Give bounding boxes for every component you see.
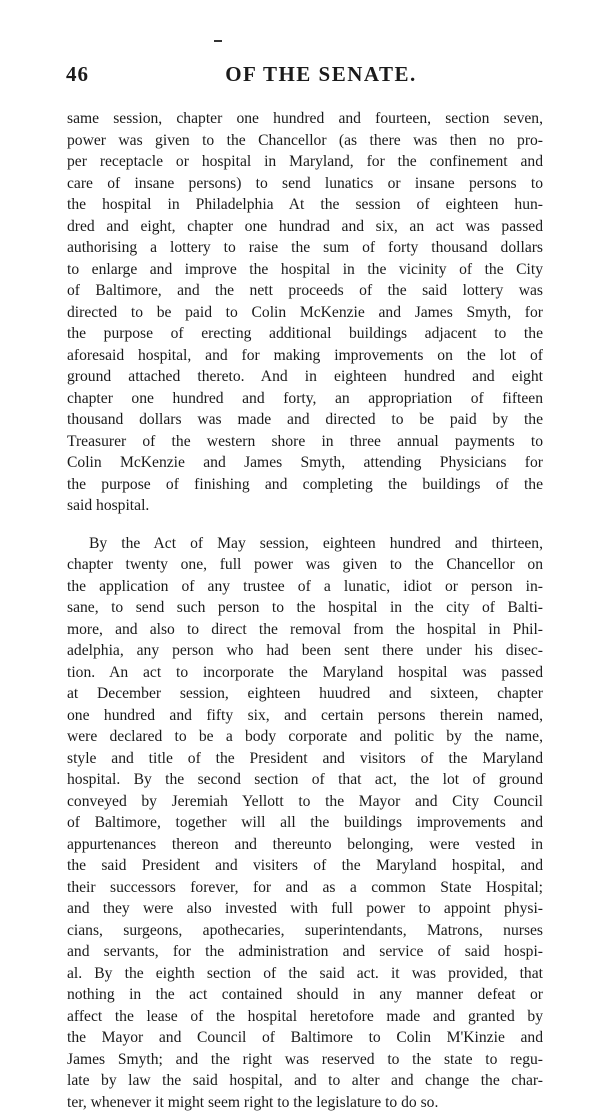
paragraph xyxy=(67,108,543,517)
page-number: 46 xyxy=(66,62,89,87)
text-line: the purpose of erecting additional buildings adjacent to the xyxy=(67,323,543,345)
text-line: James Smyth; and the right was reserved to the state to regu- xyxy=(67,1049,543,1071)
text-line: affect the lease of the hospital heretofore made and granted by xyxy=(67,1006,543,1028)
text-line: style and title of the President and visitors of the Maryland xyxy=(67,748,543,770)
text-line: one hundred and fifty six, and certain persons therein named, xyxy=(67,705,543,727)
text-line: and servants, for the administration and service of said hospi- xyxy=(67,941,543,963)
text-line: were declared to be a body corporate and politic by the name, xyxy=(67,726,543,748)
text-line: more, and also to direct the removal from the hospital in Phil- xyxy=(67,619,543,641)
text-line: late by law the said hospital, and to alter and change the char- xyxy=(67,1070,543,1092)
text-line: per receptacle or hospital in Maryland, for the confinement and xyxy=(67,151,543,173)
text-line: care of insane persons) to send lunatics or insane persons to xyxy=(67,173,543,195)
text-line: the Mayor and Council of Baltimore to Colin M'Kinzie and xyxy=(67,1027,543,1049)
text-line: conveyed by Jeremiah Yellott to the Mayor and City Council xyxy=(67,791,543,813)
text-line: the hospital in Philadelphia At the session of eighteen hun- xyxy=(67,194,543,216)
text-line: aforesaid hospital, and for making improvements on the lot of xyxy=(67,345,543,367)
text-line: chapter twenty one, full power was given to the Chancellor on xyxy=(67,554,543,576)
body-text xyxy=(67,108,543,1113)
text-line: authorising a lottery to raise the sum of forty thousand dollars xyxy=(67,237,543,259)
text-line: of Baltimore, together will all the buildings improvements and xyxy=(67,812,543,834)
text-line: power was given to the Chancellor (as there was then no pro- xyxy=(67,130,543,152)
text-line: said hospital. xyxy=(67,495,543,517)
top-dash-mark xyxy=(214,40,222,42)
text-line: of Baltimore, and the nett proceeds of the said lottery was xyxy=(67,280,543,302)
text-line: at December session, eighteen huudred and sixteen, chapter xyxy=(67,683,543,705)
text-line: the said President and visiters of the Maryland hospital, and xyxy=(67,855,543,877)
text-line: By the Act of May session, eighteen hundred and thirteen, xyxy=(67,533,543,555)
page-header xyxy=(66,62,546,94)
text-line: nothing in the act contained should in any manner defeat or xyxy=(67,984,543,1006)
text-line: sane, to send such person to the hospital in the city of Balti- xyxy=(67,597,543,619)
text-line: ground attached thereto. And in eighteen hundred and eight xyxy=(67,366,543,388)
text-line: ter, whenever it might seem right to the legislature to do so. xyxy=(67,1092,543,1113)
text-line: appurtenances thereon and thereunto belonging, were vested in xyxy=(67,834,543,856)
text-line: adelphia, any person who had been sent there under his disec- xyxy=(67,640,543,662)
text-line: dred and eight, chapter one hundrad and six, an act was passed xyxy=(67,216,543,238)
text-line: hospital. By the second section of that act, the lot of ground xyxy=(67,769,543,791)
text-line: the application of any trustee of a lunatic, idiot or person in- xyxy=(67,576,543,598)
text-line: thousand dollars was made and directed to be paid by the xyxy=(67,409,543,431)
text-line: to enlarge and improve the hospital in the vicinity of the City xyxy=(67,259,543,281)
text-line: Colin McKenzie and James Smyth, attending Physicians for xyxy=(67,452,543,474)
text-line: their successors forever, for and as a common State Hospital; xyxy=(67,877,543,899)
paragraph xyxy=(67,533,543,1113)
paragraph-gap xyxy=(67,517,543,533)
text-line: and they were also invested with full power to appoint physi- xyxy=(67,898,543,920)
text-line: cians, surgeons, apothecaries, superintendants, Matrons, nurses xyxy=(67,920,543,942)
text-line: the purpose of finishing and completing the buildings of the xyxy=(67,474,543,496)
text-line: al. By the eighth section of the said act. it was provided, that xyxy=(67,963,543,985)
text-line: same session, chapter one hundred and fourteen, section seven, xyxy=(67,108,543,130)
text-line: tion. An act to incorporate the Maryland hospital was passed xyxy=(67,662,543,684)
text-line: directed to be paid to Colin McKenzie and James Smyth, for xyxy=(67,302,543,324)
running-head: OF THE SENATE. xyxy=(66,62,546,87)
text-line: Treasurer of the western shore in three annual payments to xyxy=(67,431,543,453)
text-line: chapter one hundred and forty, an appropriation of fifteen xyxy=(67,388,543,410)
